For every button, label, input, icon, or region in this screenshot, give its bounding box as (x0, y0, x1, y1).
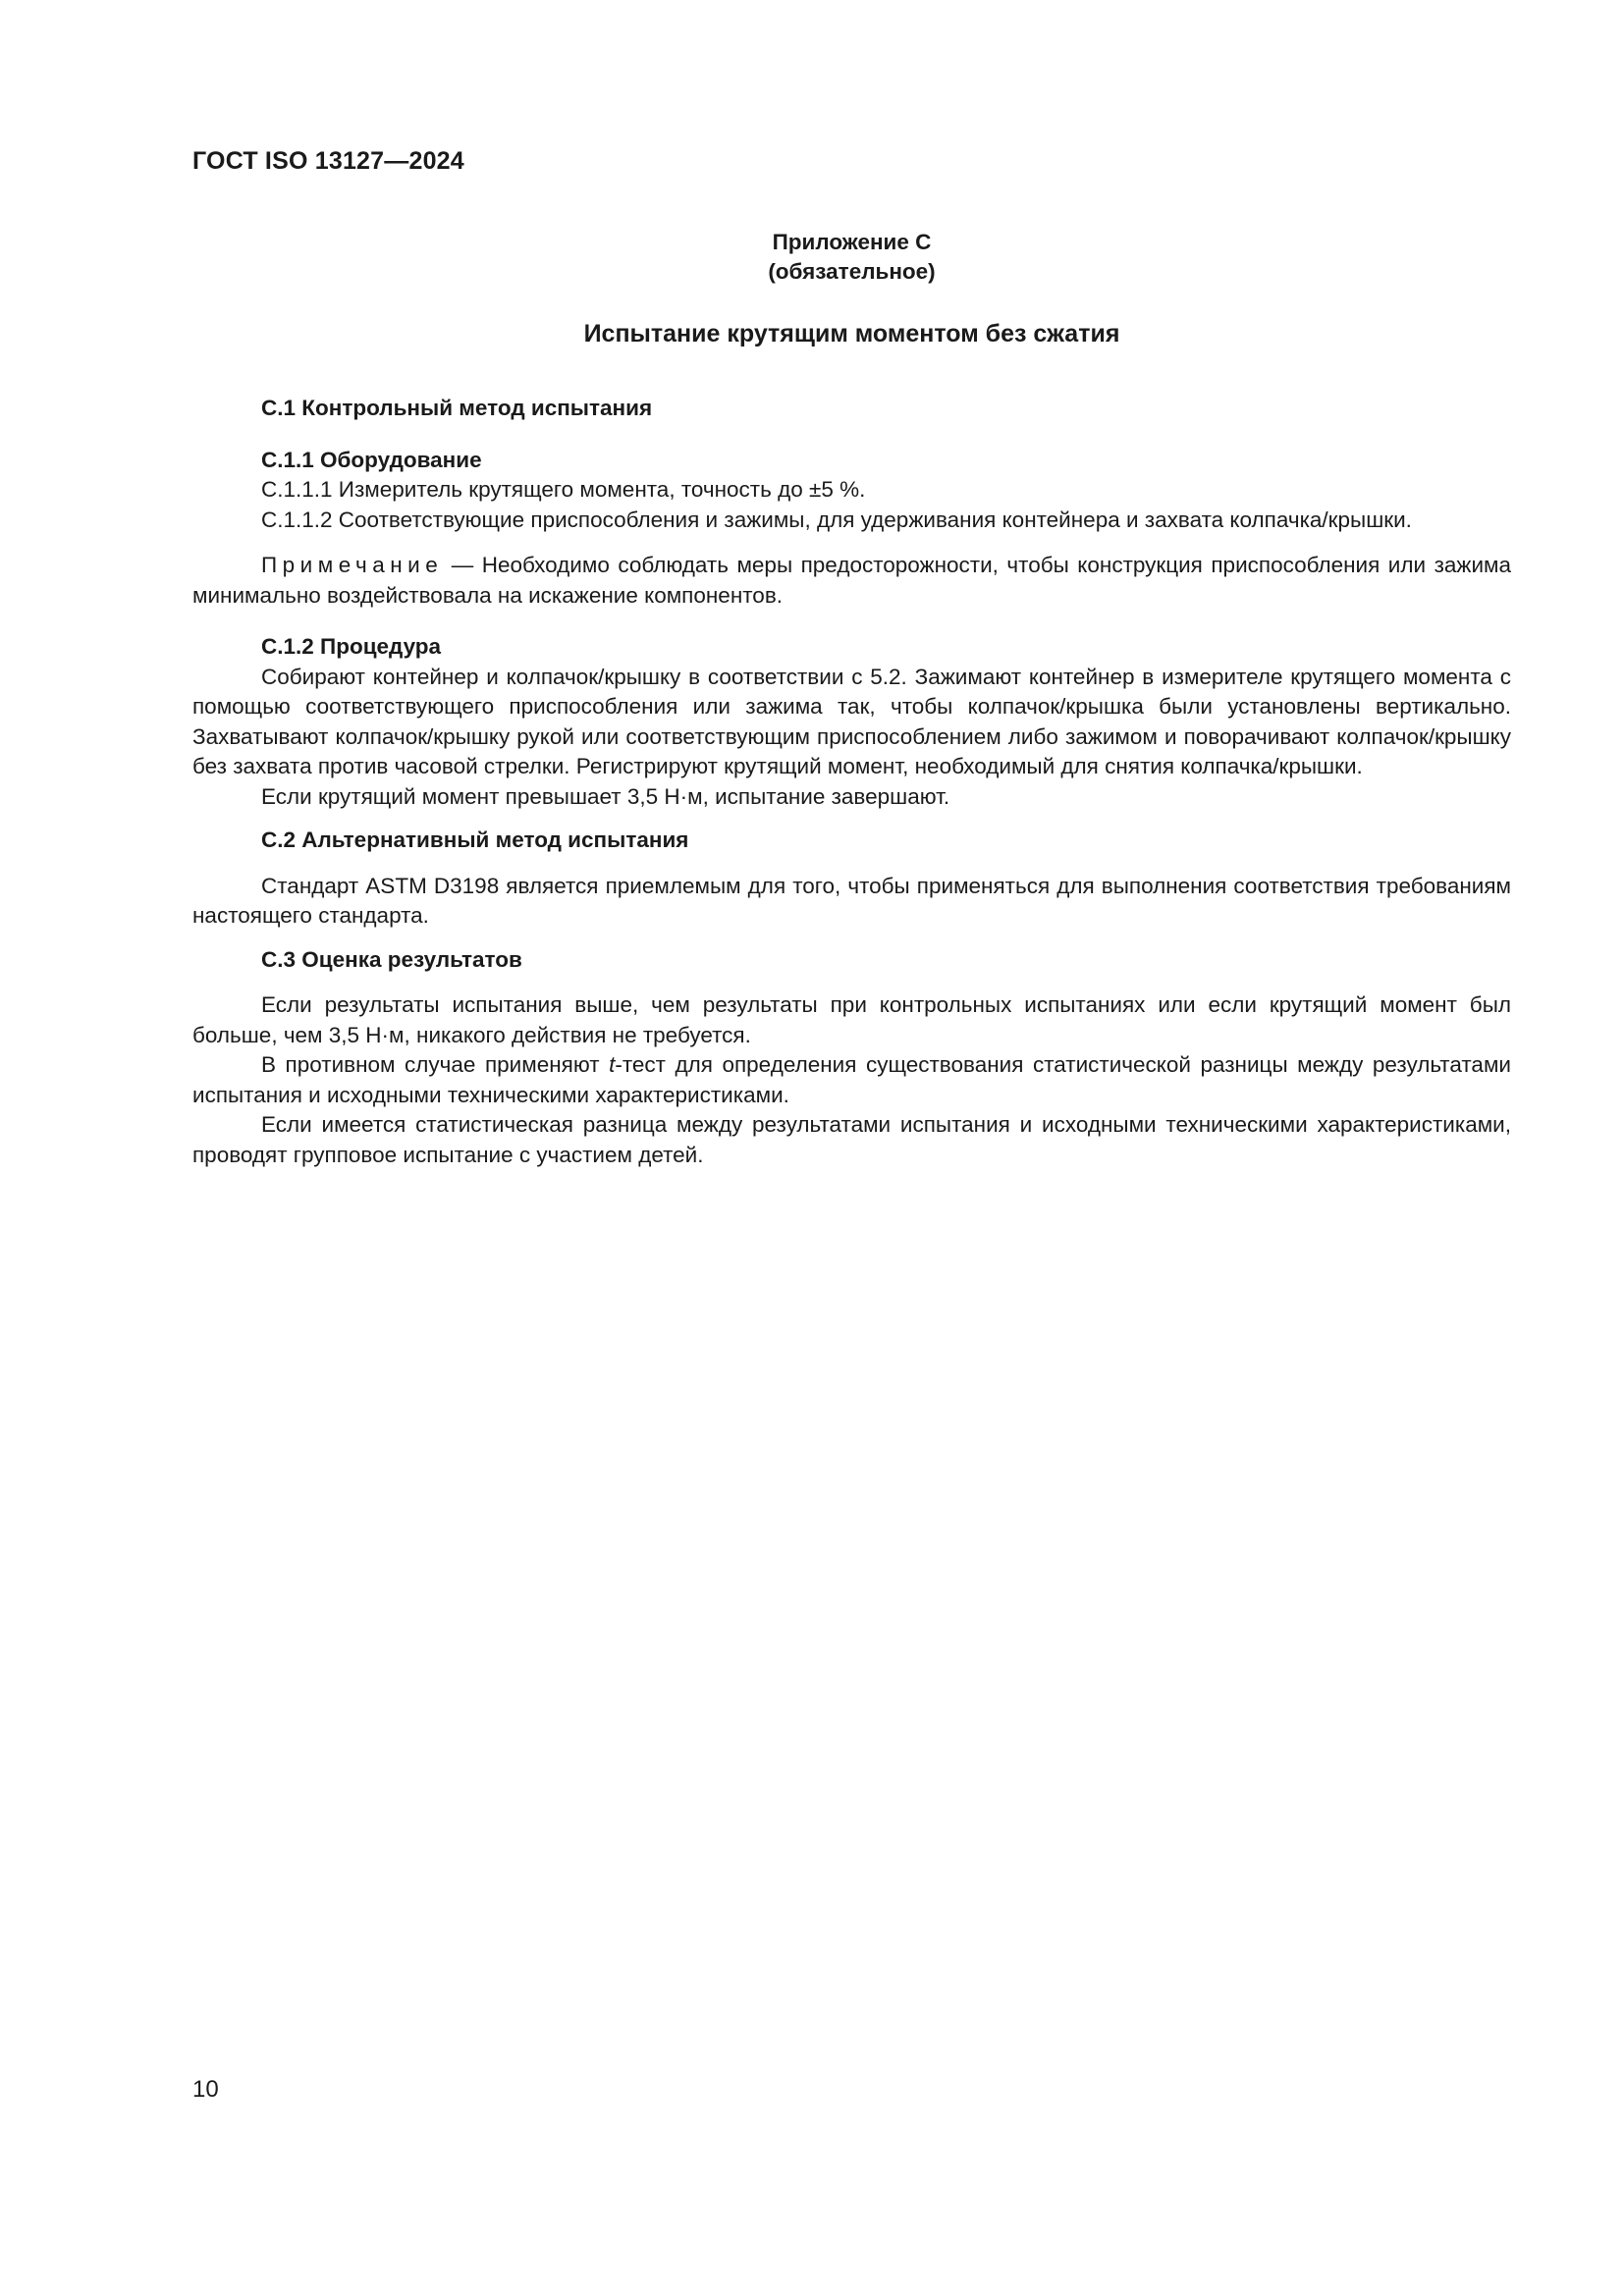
note-paragraph (192, 551, 1511, 611)
evaluation-paragraph-3: Если имеется статистическая разница между результатами испытания и исходными техническими характеристиками, проводят групповое испытание с участием детей. (192, 1112, 1511, 1167)
section-c3-heading: С.3 Оценка результатов (261, 946, 522, 972)
procedure-paragraph-2: Если крутящий момент превышает 3,5 Н·м, испытание завершают. (261, 783, 950, 809)
section-c1-heading: С.1 Контрольный метод испытания (261, 396, 653, 420)
appendix-heading (192, 228, 1511, 287)
evaluation-p2-rest: -тест для определения существования статистической разницы между результатами испытания и исходными техническими характеристиками. (192, 1052, 1511, 1107)
appendix-title: Испытание крутящим моментом без сжатия (583, 320, 1120, 347)
evaluation-paragraph-1: Если результаты испытания выше, чем результаты при контрольных испытаниях или если крутящий момент был больше, чем 3,5 Н·м, никакого действия не требуется. (192, 992, 1511, 1047)
evaluation-p2-start: В противном случае применяют (261, 1052, 610, 1077)
evaluation-paragraph-2 (192, 1050, 1511, 1110)
document-body (192, 394, 1511, 1170)
t-test-symbol: t (609, 1052, 616, 1077)
note-label: Примечание (261, 553, 444, 577)
page-number: 10 (192, 2076, 219, 2103)
note-dash: — (443, 553, 482, 577)
section-c12-heading: С.1.2 Процедура (261, 634, 442, 659)
clause-c111: С.1.1.1 Измеритель крутящего момента, точность до ±5 %. (261, 477, 866, 502)
alternative-method-paragraph: Стандарт ASTM D3198 является приемлемым для того, чтобы применяться для выполнения соответствия требованиям настоящего стандарта. (192, 873, 1511, 928)
procedure-paragraph-1: Собирают контейнер и колпачок/крышку в соответствии с 5.2. Зажимают контейнер в измерителе крутящего момента с помощью соответствующего приспособления или зажима так, чтобы колпачок/крышка были установлены вертикально. Захватывают колпачок/крышку рукой или соответствующим приспособлением либо зажимом и поворачивают колпачок/крышку без захвата против часовой стрелки. Регистрируют крутящий момент, необходимый для снятия колпачка/крышки. (192, 664, 1511, 778)
clause-c112: С.1.1.2 Соответствующие приспособления и зажимы, для удерживания контейнера и захвата колпачка/крышки. (261, 507, 1412, 532)
running-head: ГОСТ ISO 13127—2024 (192, 147, 464, 175)
section-c11-heading: С.1.1 Оборудование (261, 447, 482, 472)
appendix-label: Приложение С (772, 230, 932, 254)
section-c2-heading: С.2 Альтернативный метод испытания (261, 828, 689, 852)
appendix-status: (обязательное) (768, 259, 936, 284)
note-text: Необходимо соблюдать меры предосторожности, чтобы конструкция приспособления или зажима минимально воздействовала на искажение компонентов. (192, 553, 1511, 608)
